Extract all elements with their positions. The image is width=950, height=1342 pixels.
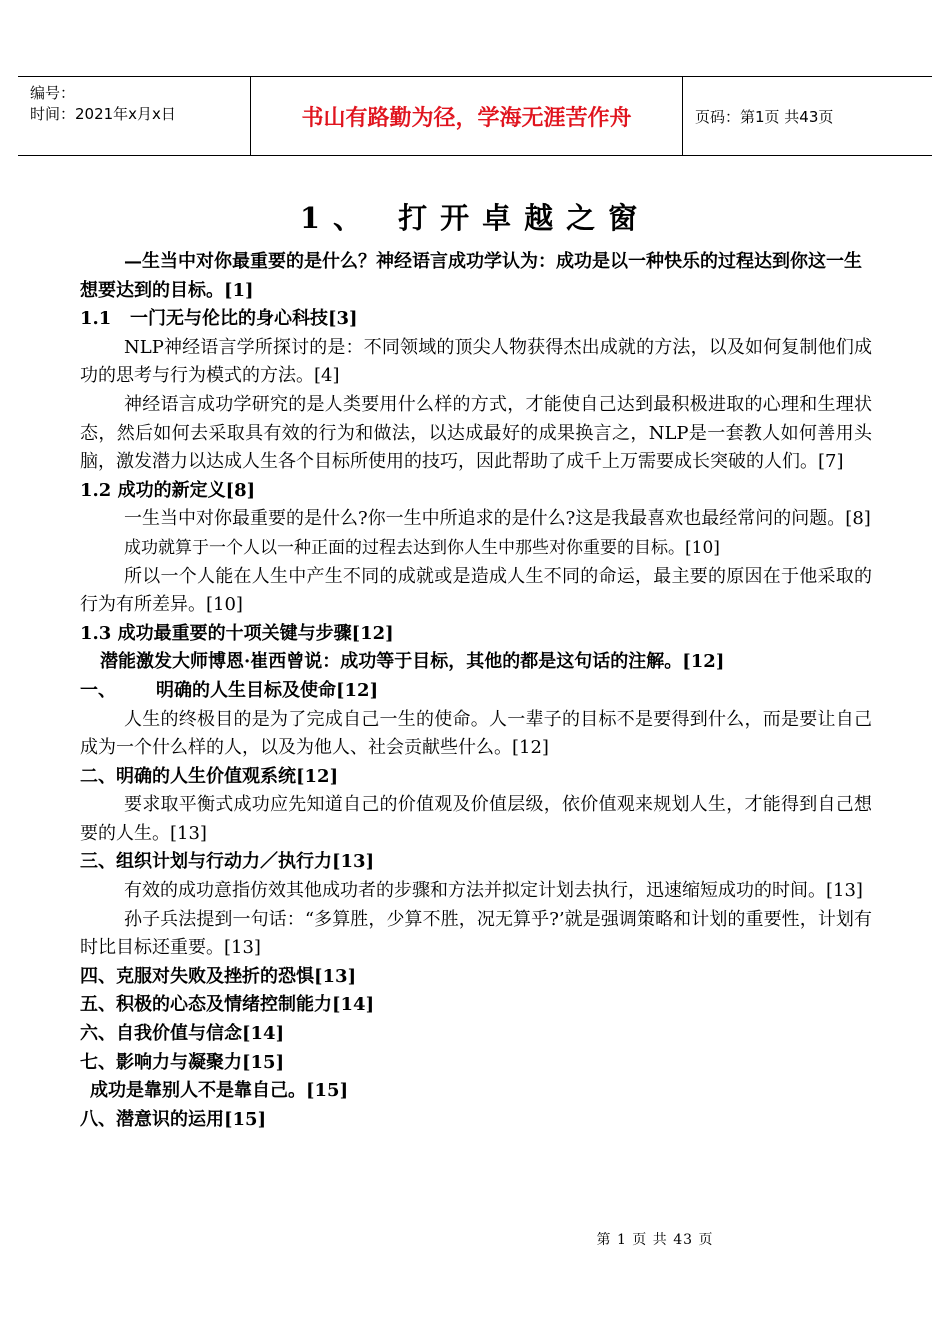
header-meta-cell (18, 77, 251, 155)
key-heading-6: 六、自我价值与信念[14] (80, 1023, 285, 1045)
header-motto: 书山有路勤为径，学海无涯苦作舟 (251, 77, 683, 155)
quote-paragraph: 潜能激发大师博恩·崔西曾说：成功等于目标，其他的都是这句话的注解。[12] (100, 651, 725, 673)
key-heading-1 (80, 677, 872, 706)
document-body (80, 248, 872, 1134)
body-paragraph: 要求取平衡式成功应先知道自己的价值观及价值层级，依价值观来规划人生，才能得到自己想要的人生。[13] (80, 794, 872, 844)
key-heading-3: 三、组织计划与行动力／执行力[13] (80, 851, 375, 873)
key-heading-5: 五、积极的心态及情绪控制能力[14] (80, 994, 375, 1016)
section-heading-1-1 (80, 305, 872, 334)
page-footer: 第 1 页 共 43 页 (596, 1232, 714, 1248)
header-page-label: 页码：第1页 共43页 (695, 107, 834, 126)
section-number: 1.1 (80, 308, 112, 330)
section-heading-1-3: 1.3 成功最重要的十项关键与步骤[12] (80, 622, 394, 644)
section-heading-1-2: 1.2 成功的新定义[8] (80, 479, 256, 501)
body-paragraph: 成功是靠别人不是靠自己。[15] (90, 1080, 349, 1102)
body-paragraph: 所以一个人能在人生中产生不同的成就或是造成人生不同的命运，最主要的原因在于他采取的行为有所差异。[10] (80, 565, 872, 616)
body-paragraph: 一生当中对你最重要的是什么?你一生中所追求的是什么?这是我最喜欢也最经常问的问题。[8] (124, 508, 871, 530)
key-heading-4: 四、克服对失败及挫折的恐惧[13] (80, 965, 357, 987)
key-number: 一、 (80, 679, 116, 701)
document-time-label: 时间：2021年x月x日 (30, 105, 176, 123)
document-number-label: 编号： (30, 84, 76, 102)
lead-paragraph: —生当中对你最重要的是什么？神经语言成功学认为：成功是以一种快乐的过程达到你这一生想要达到的目标。[1] (80, 251, 862, 301)
key-heading-7: 七、影响力与凝聚力[15] (80, 1051, 285, 1073)
body-paragraph: 成功就算于一个人以一种正面的过程去达到你人生中那些对你重要的目标。[10] (124, 537, 720, 558)
body-paragraph: 孙子兵法提到一句话：“多算胜，少算不胜，况无算乎?’就是强调策略和计划的重要性，计划有时比目标还重要。[13] (80, 908, 872, 959)
body-paragraph: 神经语言成功学研究的是人类要用什么样的方式，才能使自己达到最积极进取的心理和生理状态，然后如何去采取具有效的行为和做法，以达成最好的成果换言之，NLP是一套教人如何善用头脑，激发潜力以达成人生各个目标所使用的技巧，因此帮助了成千上万需要成长突破的人们。[7] (80, 393, 872, 473)
body-paragraph: NLP神经语言学所探讨的是：不同领域的顶尖人物获得杰出成就的方法，以及如何复制他们成功的思考与行为模式的方法。[4] (80, 336, 872, 387)
body-paragraph: 人生的终极目的是为了完成自己一生的使命。人一辈子的目标不是要得到什么，而是要让自己成为一个什么样的人，以及为他人、社会贡献些什么。[12] (80, 708, 872, 759)
document-header (18, 76, 932, 156)
key-heading-8: 八、潜意识的运用[15] (80, 1108, 267, 1130)
section-title: 一门无与伦比的身心科技[3] (130, 308, 358, 330)
page-title: 1、 打开卓越之窗 (299, 201, 651, 235)
key-title: 明确的人生目标及使命[12] (156, 679, 379, 701)
body-paragraph: 有效的成功意指仿效其他成功者的步骤和方法并拟定计划去执行，迅速缩短成功的时间。[13] (124, 880, 863, 902)
key-heading-2: 二、明确的人生价值观系统[12] (80, 765, 339, 787)
